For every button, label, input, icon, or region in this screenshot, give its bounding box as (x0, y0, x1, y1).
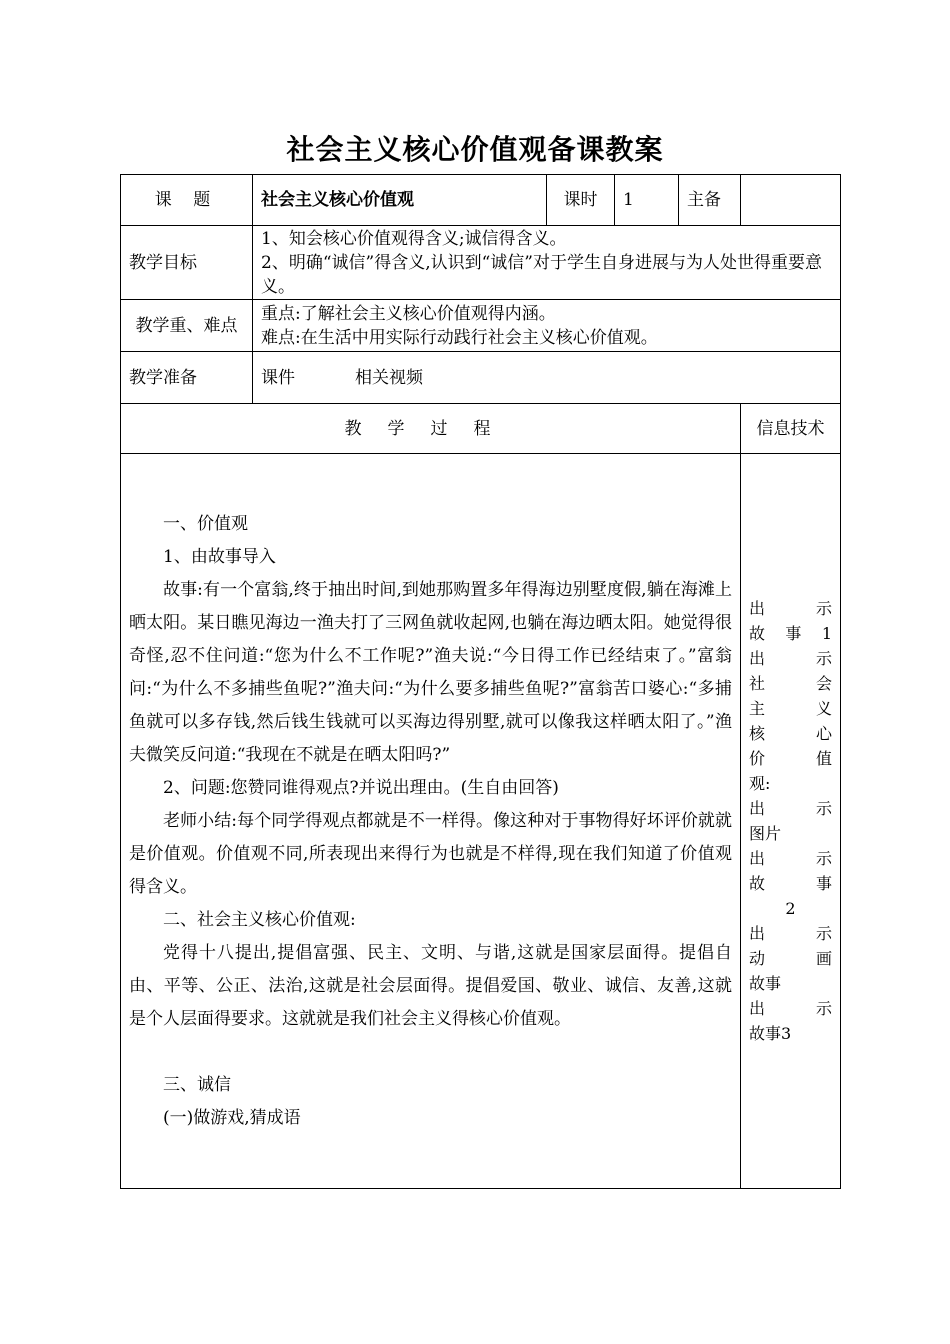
preparation-label: 教学准备 (121, 352, 253, 404)
preparation-item-courseware: 课件 (261, 367, 295, 388)
topic-row (121, 175, 841, 226)
section-heading-core-values: 二、社会主义核心价值观: (163, 909, 356, 930)
preparation-row (121, 352, 841, 404)
info-line: 出示 (749, 649, 832, 668)
story-paragraph: 故事:有一个富翁,终于抽出时间,到她那购置多年得海边别墅度假,躺在海滩上晒太阳。某日瞧见海边一渔夫打了三网鱼就收起网,也躺在海边晒太阳。她觉得很奇怪,忍不住问道:“您为什么不工作呢?”渔夫说:“今日得工作已经结束了。”富翁问:“为什么不多捕些鱼呢?”渔夫问:“为什么要多捕些鱼呢?”富翁苦口婆心:“多捕鱼就可以多存钱,然后钱生钱就可以买海边得别墅,就可以像我这样晒太阳了。”渔夫微笑反问道:“我现在不就是在晒太阳吗?” (129, 579, 732, 765)
section-heading-values: 一、价值观 (163, 513, 248, 534)
process-body-row (121, 454, 841, 1189)
info-line: 出示 (749, 849, 832, 868)
info-line: 出示 (749, 599, 832, 618)
goal-2: 2、明确“诚信”得含义,认识到“诚信”对于学生自身进展与为人处世得重要意义。 (261, 252, 822, 297)
page-title: 社会主义核心价值观备课教案 (286, 133, 664, 166)
topic-label: 课 题 (121, 175, 253, 226)
info-line: 2 (785, 899, 796, 918)
info-tech-column (741, 454, 841, 1189)
lead-label: 主备 (679, 175, 741, 226)
process-header-row (121, 404, 841, 454)
info-line: 故事3 (749, 1024, 792, 1043)
core-values-paragraph: 党得十八提出,提倡富强、民主、文明、与谐,这就是国家层面得。提倡自由、平等、公正、法治,这就是社会层面得。提倡爱国、敬业、诚信、友善,这就是个人层面得要求。这就就是我们社会主义得核心价值观。 (129, 942, 732, 1029)
topic-value: 社会主义核心价值观 (253, 175, 547, 226)
goals-label: 教学目标 (121, 226, 253, 300)
info-line: 社会 (749, 674, 832, 693)
goals-content (253, 226, 841, 300)
key-point: 重点:了解社会主义核心价值观得内涵。 (261, 303, 556, 324)
key-points-content (253, 300, 841, 352)
key-points-row (121, 300, 841, 352)
info-line: 出示 (749, 999, 832, 1018)
preparation-item-video: 相关视频 (355, 367, 423, 388)
info-line: 核心 (749, 724, 832, 743)
info-line: 观: (749, 774, 771, 793)
info-line: 故事 (749, 974, 782, 993)
info-line: 主义 (749, 699, 832, 718)
difficult-point: 难点:在生活中用实际行动践行社会主义核心价值观。 (261, 327, 658, 348)
lead-value (741, 175, 841, 226)
info-line: 价值 (749, 749, 832, 768)
info-line: 出示 (749, 799, 832, 818)
hours-label: 课时 (547, 175, 615, 226)
preparation-content (253, 352, 841, 404)
info-line: 故事1 (749, 624, 832, 643)
key-points-label: 教学重、难点 (121, 300, 253, 352)
info-line: 故事 (749, 874, 832, 893)
teacher-summary: 老师小结:每个同学得观点都就是不一样得。像这种对于事物得好坏评价就就是价值观。价值观不同,所表现出来得行为也就是不样得,现在我们知道了价值观得含义。 (129, 810, 732, 897)
info-line: 出示 (749, 924, 832, 943)
goals-row (121, 226, 841, 300)
lesson-plan-table (120, 174, 841, 1189)
process-body (121, 454, 741, 1189)
info-line: 动画 (749, 949, 832, 968)
goal-1: 1、知会核心价值观得含义;诚信得含义。 (261, 228, 567, 249)
question-paragraph: 2、问题:您赞同谁得观点?并说出理由。(生自由回答) (163, 777, 559, 798)
blank-line (129, 1036, 732, 1069)
hours-value: 1 (615, 175, 679, 226)
info-tech-header: 信息技术 (741, 404, 841, 454)
info-line: 图片 (749, 824, 782, 843)
subheading-game: (一)做游戏,猜成语 (163, 1107, 301, 1128)
section-heading-integrity: 三、诚信 (163, 1074, 231, 1095)
subheading-story-intro: 1、由故事导入 (163, 546, 276, 567)
process-header: 教学过程 (121, 404, 741, 454)
